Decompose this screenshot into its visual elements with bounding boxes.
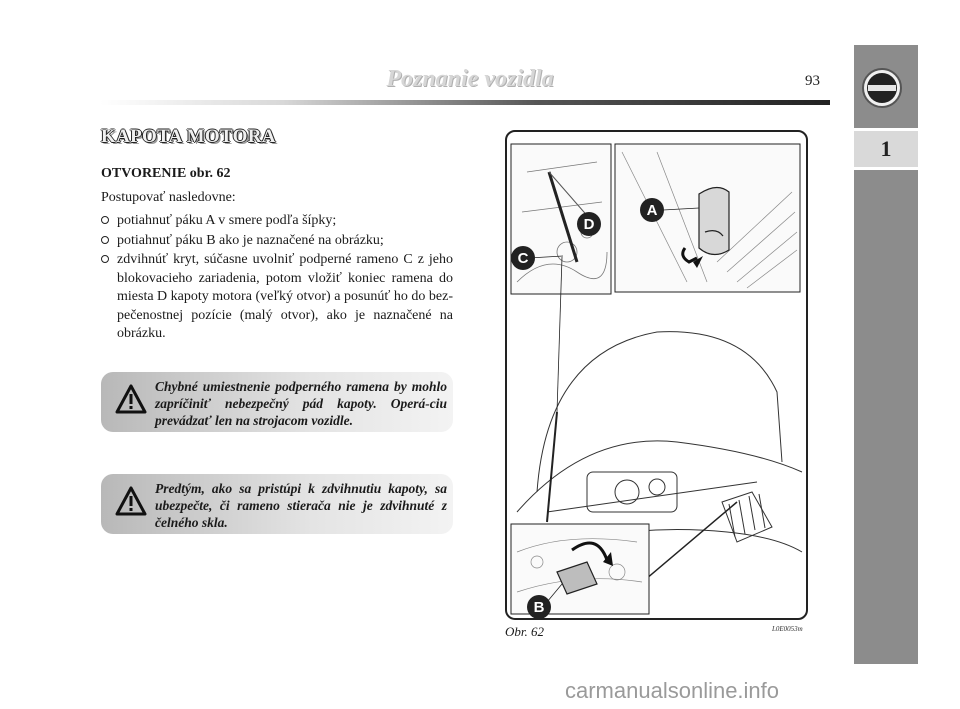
engine-hood-illustration [507, 132, 806, 618]
step-text: zdvihnúť kryt, súčasne uvolniť podperné rameno C z jeho blokovacieho zariadenia, potom vložiť koniec ramena do miesta D kapoty motora (veľký otvor) a posunúť ho do bez-pečenostnej pozície (malý otvor), ako je naznačené na obrázku. [117, 252, 453, 341]
chapter-tab[interactable]: 1 [854, 128, 918, 170]
section-header-title: Poznanie vozidla [386, 66, 554, 92]
step-text: potiahnuť páku B ako je naznačené na obrázku; [117, 232, 384, 248]
figure-caption: Obr. 62 [505, 624, 545, 639]
warning-triangle-icon [115, 384, 147, 414]
warning-box [101, 474, 453, 534]
footer-watermark[interactable]: carmanualsonline.info [565, 678, 780, 703]
callout-d: D [583, 216, 595, 233]
step-item [101, 232, 453, 251]
warning-text: Chybné umiestnenie podperného ramena by mohlo zapríčiniť nebezpečný pád kapoty. Operá-ciu prevádzať len na strojacom vozidle. [155, 379, 447, 428]
figure-code: L0E0053m [772, 625, 803, 633]
section-title: KAPOTA MOTORA [101, 126, 276, 147]
bullet-icon [101, 255, 109, 263]
warning-triangle-icon [115, 486, 147, 516]
warning-text: Predtým, ako sa pristúpi k zdvihnutiu kapoty, sa ubezpečte, či rameno stierača nie je zdvihnuté z čelného skla. [155, 481, 447, 530]
step-text: potiahnuť páku A v smere podľa šípky; [117, 213, 337, 228]
figure-illustration [505, 130, 808, 620]
intro-text: Postupovať nasledovne: [101, 190, 236, 205]
warning-box [101, 372, 453, 432]
subheading: OTVORENIE obr. 62 [101, 166, 231, 181]
step-item [101, 212, 453, 231]
step-item [101, 251, 453, 344]
callout-c: C [517, 250, 529, 267]
steps-list [101, 212, 453, 345]
bullet-icon [101, 216, 109, 224]
callout-b: B [533, 599, 545, 616]
page-number: 93 [805, 73, 820, 89]
bullet-icon [101, 236, 109, 244]
header-rule [100, 100, 830, 105]
lancia-logo-icon [862, 68, 902, 108]
callout-a: A [646, 202, 658, 219]
